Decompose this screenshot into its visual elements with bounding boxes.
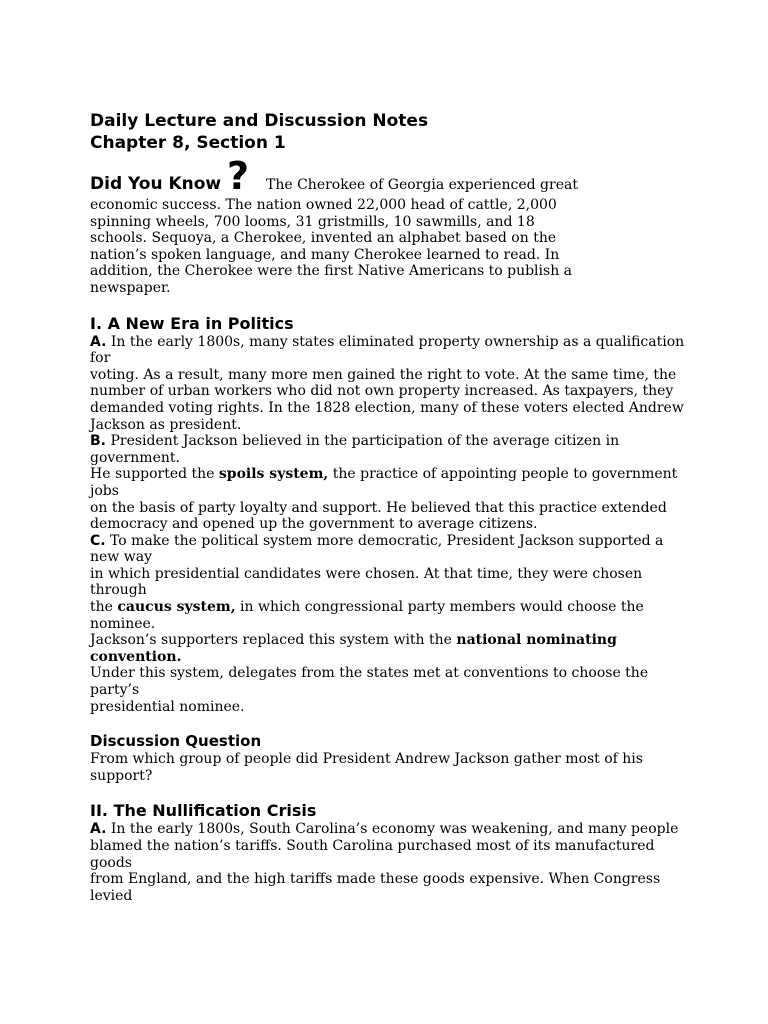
term-convention: convention. bbox=[90, 648, 182, 665]
body-line bbox=[90, 632, 690, 649]
body-line: presidential nominee. bbox=[90, 698, 245, 715]
discussion-question-heading: Discussion Question bbox=[90, 732, 262, 751]
dyk-line: economic success. The nation owned 22,000 head of cattle, 2,000 bbox=[90, 197, 557, 213]
body-line: From which group of people did President Andrew Jackson gather most of his bbox=[90, 751, 643, 768]
text-run: He supported the bbox=[90, 466, 219, 483]
term-national-nominating: national nominating bbox=[456, 632, 617, 649]
body-line: jobs bbox=[90, 482, 119, 499]
discussion-question-text bbox=[90, 751, 690, 784]
point-a-marker: A. bbox=[90, 333, 107, 350]
document-title bbox=[90, 110, 690, 154]
body-line: for bbox=[90, 350, 111, 367]
body-line: support? bbox=[90, 767, 153, 784]
body-line: number of urban workers who did not own property increased. As taxpayers, they bbox=[90, 383, 674, 400]
body-line: through bbox=[90, 582, 147, 599]
body-line: party’s bbox=[90, 682, 140, 699]
did-you-know-label: Did You Know bbox=[90, 174, 222, 194]
point-a-line bbox=[90, 821, 690, 838]
point-b-text: President Jackson believed in the participation of the average citizen in bbox=[106, 433, 620, 450]
body-line: democracy and opened up the government to average citizens. bbox=[90, 516, 538, 533]
document-page bbox=[90, 110, 690, 904]
point-b-marker: B. bbox=[90, 433, 106, 450]
section-1-heading: I. A New Era in Politics bbox=[90, 313, 294, 333]
body-line: Under this system, delegates from the states met at conventions to choose the bbox=[90, 665, 649, 682]
point-a-marker: A. bbox=[90, 821, 107, 838]
title-line-2: Chapter 8, Section 1 bbox=[90, 133, 286, 153]
body-line: Jackson as president. bbox=[90, 416, 242, 433]
body-line: in which presidential candidates were chosen. At that time, they were chosen bbox=[90, 565, 643, 582]
section-1-body bbox=[90, 334, 690, 716]
body-line: government. bbox=[90, 449, 180, 466]
title-line-1: Daily Lecture and Discussion Notes bbox=[90, 111, 429, 131]
term-caucus-system: caucus system, bbox=[117, 599, 236, 616]
point-a-text: In the early 1800s, South Carolina’s economy was weakening, and many people bbox=[106, 821, 679, 838]
section-2-heading: II. The Nullification Crisis bbox=[90, 801, 317, 821]
body-line: new way bbox=[90, 549, 152, 566]
term-spoils-system: spoils system, bbox=[218, 466, 329, 483]
body-line: goods bbox=[90, 854, 132, 871]
dyk-line: addition, the Cherokee were the first Native Americans to publish a bbox=[90, 263, 573, 280]
body-line: on the basis of party loyalty and support. He believed that this practice extended bbox=[90, 499, 667, 516]
did-you-know-first-line: The Cherokee of Georgia experienced great bbox=[266, 177, 578, 193]
point-a-text: In the early 1800s, many states eliminated property ownership as a qualification bbox=[106, 333, 685, 350]
body-line: from England, and the high tariffs made these goods expensive. When Congress bbox=[90, 871, 661, 888]
body-line bbox=[90, 466, 690, 483]
question-mark-icon: ? bbox=[227, 154, 250, 198]
body-line: voting. As a result, many more men gained the right to vote. At the same time, the bbox=[90, 366, 677, 383]
body-line bbox=[90, 599, 690, 616]
dyk-line: schools. Sequoya, a Cherokee, invented an alphabet based on the bbox=[90, 230, 557, 247]
point-a-line bbox=[90, 334, 690, 351]
text-run: the bbox=[90, 599, 118, 616]
point-c-marker: C. bbox=[90, 532, 106, 549]
dyk-line: nation’s spoken language, and many Cherokee learned to read. In bbox=[90, 246, 560, 263]
dyk-line: newspaper. bbox=[90, 279, 171, 296]
text-run: in which congressional party members would choose the bbox=[235, 599, 644, 616]
dyk-line: spinning wheels, 700 looms, 31 gristmills, 10 sawmills, and 18 bbox=[90, 213, 535, 230]
point-c-line bbox=[90, 533, 690, 550]
text-run: Jackson’s supporters replaced this system with the bbox=[90, 632, 457, 649]
body-line: demanded voting rights. In the 1828 election, many of these voters elected Andrew bbox=[90, 399, 684, 416]
section-2-body bbox=[90, 821, 690, 904]
point-b-line bbox=[90, 433, 690, 450]
did-you-know-header bbox=[90, 154, 690, 198]
body-line: blamed the nation’s tariffs. South Carolina purchased most of its manufactured bbox=[90, 838, 655, 854]
point-c-text: To make the political system more democratic, President Jackson supported a bbox=[105, 532, 664, 549]
text-run: the practice of appointing people to government bbox=[328, 466, 678, 483]
body-line: levied bbox=[90, 887, 133, 904]
body-line: nominee. bbox=[90, 615, 156, 632]
did-you-know-text bbox=[90, 197, 690, 297]
